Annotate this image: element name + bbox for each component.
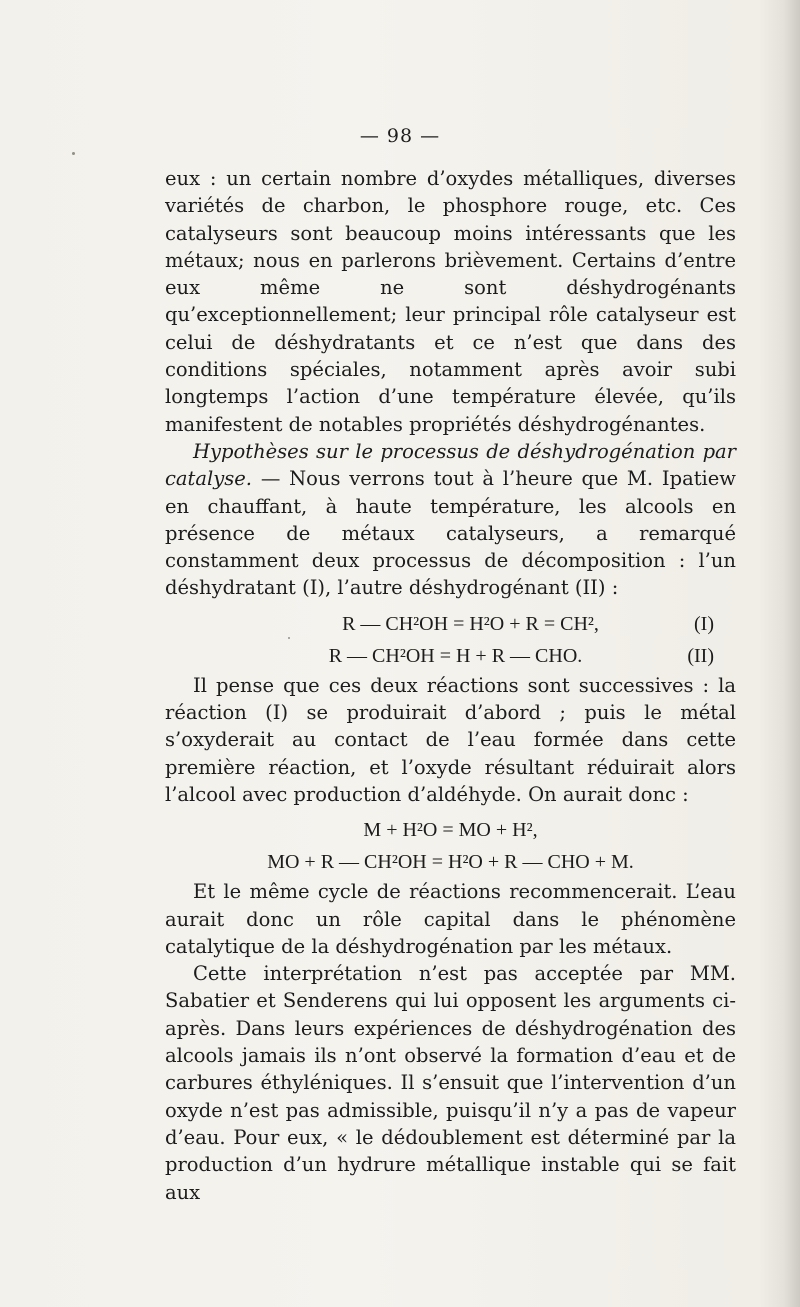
paragraph-2	[165, 438, 736, 602]
paragraph-4: Et le même cycle de réactions recommencerait. L’eau aurait donc un rôle capital dans le phénomène catalytique de la déshydrogénation par les métaux.	[165, 880, 736, 958]
equation-2-formula: R — CH²OH = H + R — CHO.	[328, 644, 583, 667]
section-heading: Hypothèses sur le processus de déshydrogénation par catalyse.	[165, 439, 736, 491]
paragraph-3: Il pense que ces deux réactions sont successives : la réaction (I) se produirait d’abord ; puis le métal s’oxyderait au contact de l’eau formée dans cette première réaction, et l’oxyde résultant réduirait alors l’alcool avec production d’aldéhyde. On aurait donc :	[165, 673, 736, 806]
paragraph-1: eux : un certain nombre d’oxydes métalliques, diverses variétés de charbon, le phosphore rouge, etc. Ces catalyseurs sont beaucoup moins intéressants que les métaux; nous en parlerons brièvement. Certains d’entre eux même ne sont déshydrogénants qu’exceptionnellement; leur principal rôle catalyseur est celui de déshydratants et ce n’est que dans des conditions spéciales, notamment après avoir subi longtemps l’action d’une température élevée, qu’ils manifestent de notables propriétés déshydrogénantes.	[165, 167, 736, 436]
main-text	[165, 165, 736, 1206]
equation-1	[165, 608, 736, 640]
equation-2-number: (II)	[687, 644, 714, 667]
page-edge-shadow	[760, 0, 800, 1307]
paper-speck	[288, 637, 290, 639]
paragraph-5: Cette interprétation n’est pas acceptée par MM. Sabatier et Senderens qui lui opposent les arguments ci-après. Dans leurs expériences de déshydrogénation des alcools jamais ils n’ont observé la formation d’eau et de carbures éthyléniques. Il s’ensuit que l’intervention d’un oxyde n’est pas admissible, puisqu’il n’y a pas de vapeur d’eau. Pour eux, « le dédoublement est déterminé par la production d’un hydrure métallique instable qui se fait aux	[165, 962, 736, 1204]
equation-3	[165, 814, 736, 846]
equation-4	[165, 846, 736, 878]
equation-4-formula: MO + R — CH²OH = H²O + R — CHO + M.	[267, 851, 634, 874]
equation-1-number: (I)	[694, 612, 714, 635]
paper-speck	[72, 152, 75, 155]
equation-1-formula: R — CH²OH = H²O + R = CH²,	[342, 612, 599, 635]
paragraph-2-body: — Nous verrons tout à l’heure que M. Ipatiew en chauffant, à haute température, les alcools en présence de métaux catalyseurs, a remarqué constamment deux processus de décomposition : l’un déshydratant (I), l’autre déshydrogénant (II) :	[165, 467, 736, 600]
equation-3-formula: M + H²O = MO + H²,	[363, 819, 538, 842]
page-number: — 98 —	[359, 125, 441, 147]
equation-2	[165, 640, 736, 672]
